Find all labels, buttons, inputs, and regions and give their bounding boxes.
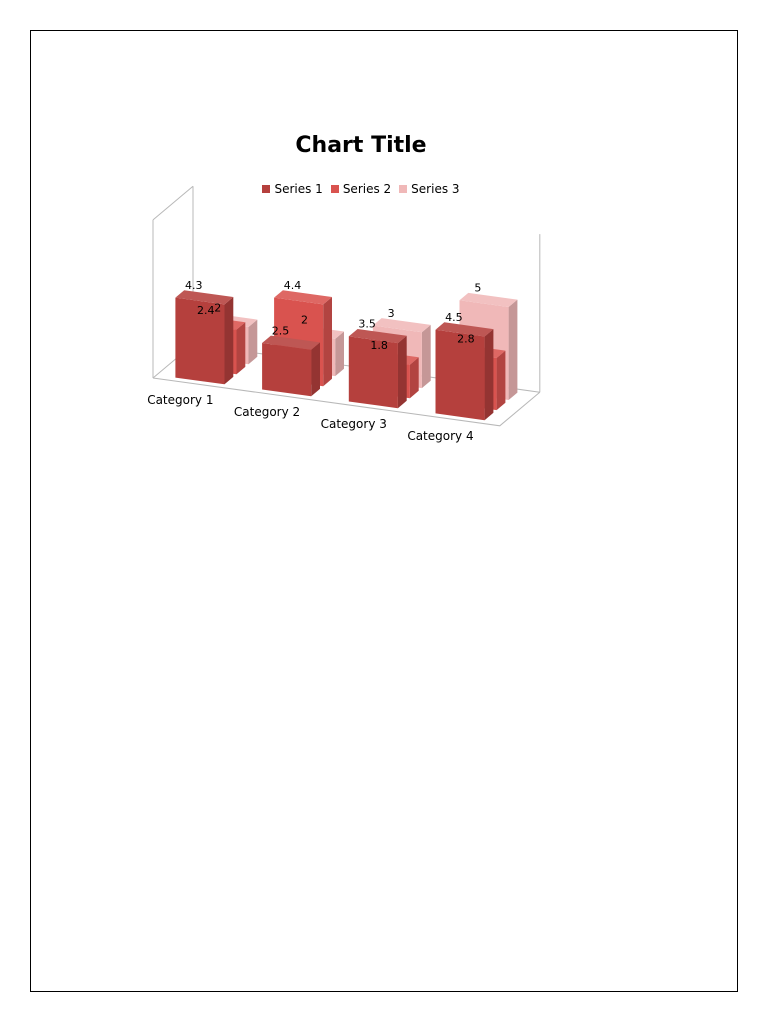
bar-side-face xyxy=(323,297,332,386)
bar-side-face xyxy=(485,329,494,420)
bar-side-face xyxy=(497,351,506,411)
bar-side-face xyxy=(311,342,320,396)
data-label-series-2-category-1: 2.4 xyxy=(197,304,215,318)
legend-label-series-2: Series 2 xyxy=(342,182,392,196)
data-label-series-2-category-2: 4.4 xyxy=(283,278,302,292)
bar-side-face xyxy=(249,320,258,365)
category-label-4: Category 4 xyxy=(407,428,474,443)
data-label-series-3-category-3: 3 xyxy=(387,306,395,320)
data-label-series-2-category-4: 2.8 xyxy=(457,332,475,346)
data-label-series-3-category-2: 2 xyxy=(300,313,308,327)
bar-side-face xyxy=(509,300,518,400)
data-label-series-3-category-4: 5 xyxy=(474,281,482,295)
data-label-series-2-category-3: 1.8 xyxy=(370,339,388,353)
data-label-series-1-category-3: 3.5 xyxy=(358,317,376,331)
data-label-series-1-category-2: 2.5 xyxy=(271,324,290,338)
category-label-1: Category 1 xyxy=(147,392,214,407)
category-label-2: Category 2 xyxy=(233,404,301,419)
data-label-series-1-category-4: 4.5 xyxy=(445,311,463,325)
bar-side-face xyxy=(237,322,246,374)
data-label-series-3-category-1: 2 xyxy=(214,301,222,315)
category-label-3: Category 3 xyxy=(320,416,387,431)
bar-side-face xyxy=(398,336,407,409)
data-label-series-1-category-1: 4.3 xyxy=(185,278,203,292)
left-wall-top-edge xyxy=(153,186,193,220)
bar-side-face xyxy=(422,325,431,388)
bar-series-1-category-2 xyxy=(262,336,320,397)
bar-side-face xyxy=(225,297,234,384)
legend-label-series-3: Series 3 xyxy=(411,182,460,196)
bar-front-face xyxy=(262,343,311,396)
chart-title: Chart Title xyxy=(295,133,427,158)
legend-label-series-1: Series 1 xyxy=(274,182,323,196)
bar-side-face xyxy=(335,332,344,377)
